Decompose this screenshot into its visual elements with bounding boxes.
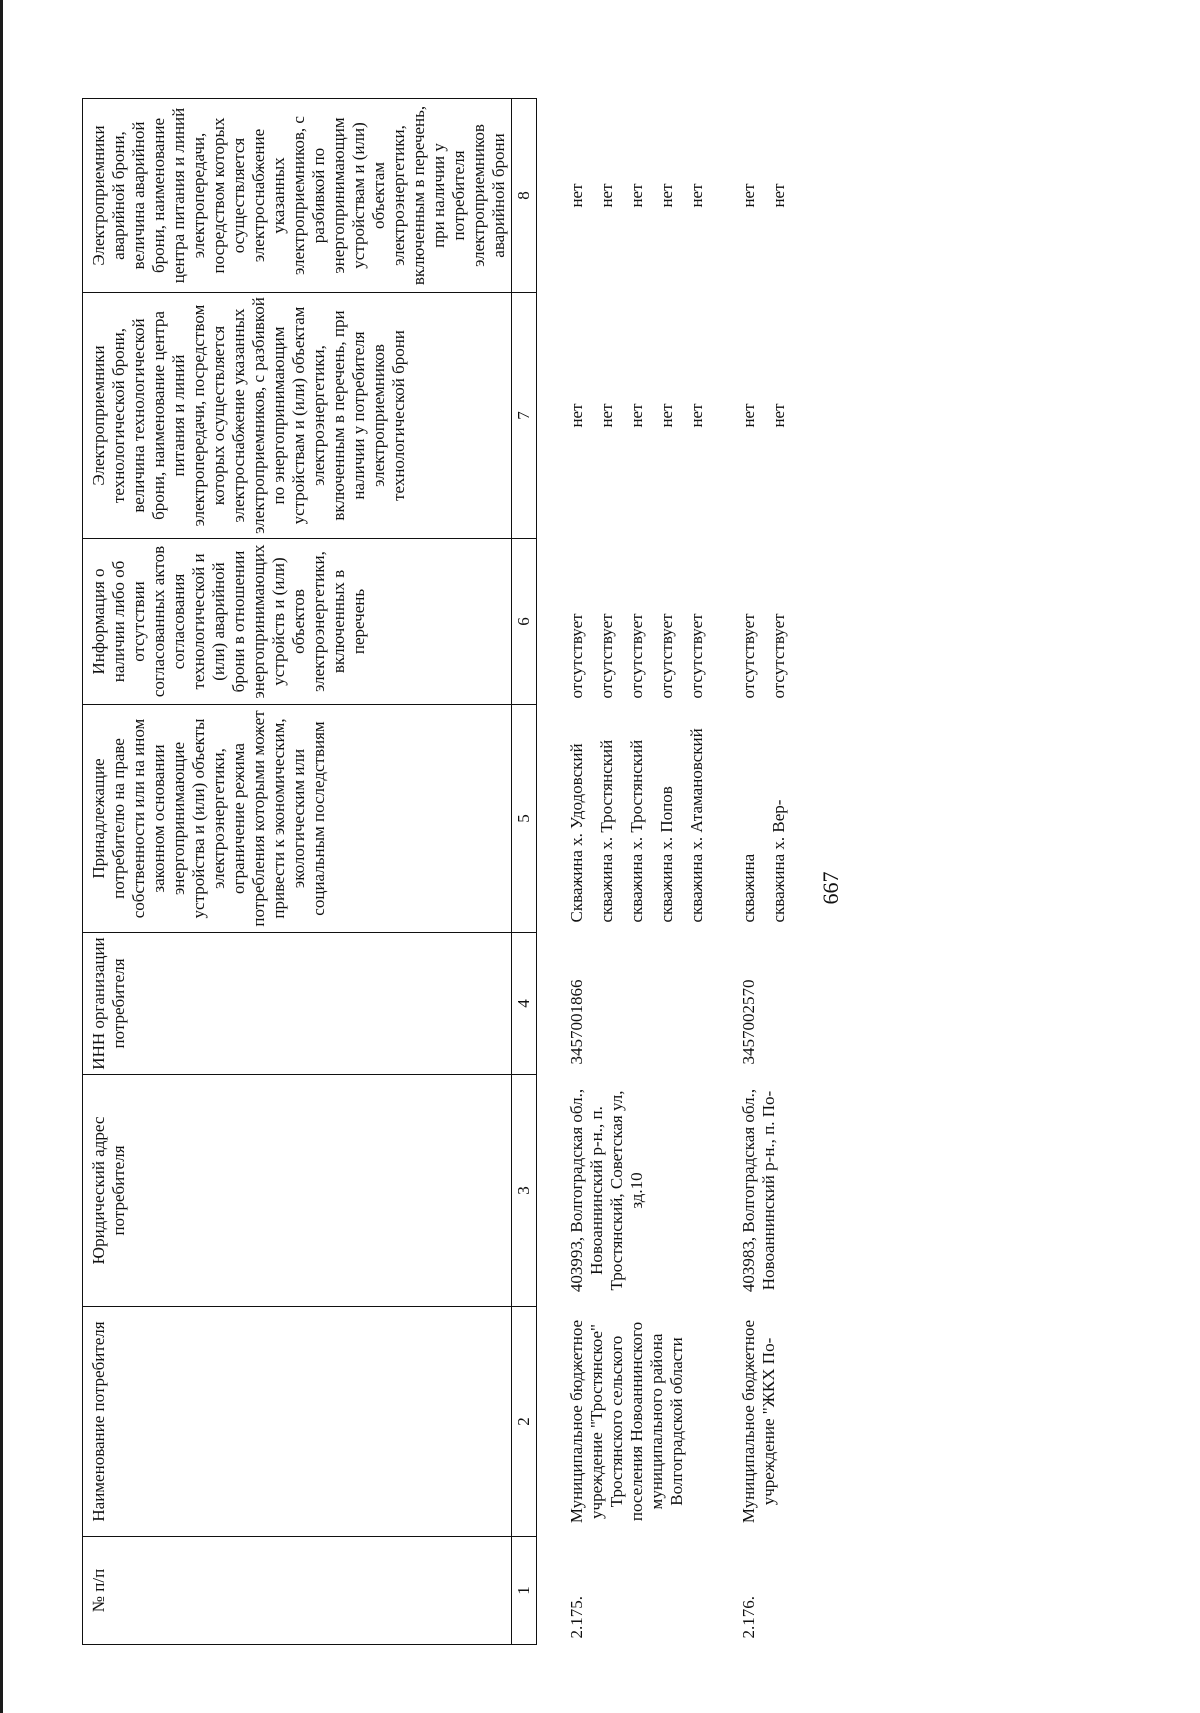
- emergency-reserve: нет: [627, 183, 646, 208]
- column-number: 2: [512, 1307, 537, 1537]
- emergency-reserve: нет: [597, 183, 616, 208]
- header-emergency-reserve: Электроприемники аварийной брони, величина аварийной брони, наименование центра питания и линий электропередачи, посредством которых осуществляется электроснабжение указанных электроприемников, с разбивкой по энергопринимающим устройствам и (или) объектам электроэнергетики, включенным в перечень, при наличии у потребителя электроприемников аварийной брони: [83, 99, 512, 293]
- device-object: скважина: [739, 853, 758, 923]
- tech-reserve: нет: [597, 403, 616, 428]
- acts-info: отсутствует: [769, 613, 788, 699]
- header-number: № п/п: [83, 1537, 512, 1645]
- device-object: скважина х. Атамановский: [687, 728, 706, 923]
- inn-value: 3457002570: [739, 979, 758, 1065]
- tech-reserve: нет: [769, 403, 788, 428]
- column-number: 6: [512, 539, 537, 705]
- header-tech-reserve: Электроприемники технологической брони, величина технологической брони, наименование центра питания и линий электропередачи, посредством которых осуществляется электроснабжение указанных электроприемников, с разбивкой по энергопринимающим устройствам и (или) объектам электроэнергетики, включенным в перечень, при наличии у потребителя электроприемников технологической брони: [83, 293, 512, 539]
- table-row: [731, 99, 761, 1645]
- header-legal-address: Юридический адрес потребителя: [83, 1075, 512, 1307]
- tech-reserve: нет: [567, 403, 586, 428]
- legal-address: 403993, Волгоградская обл., Новоаннинский р-н., п. Тростянский, Советская ул, зд.10: [567, 1088, 646, 1293]
- acts-info: отсутствует: [739, 613, 758, 699]
- consumer-name: Муниципальное бюджетное учреждение "ЖКХ По-: [739, 1319, 778, 1524]
- row-number: 2.176.: [739, 1596, 758, 1639]
- emergency-reserve: нет: [657, 183, 676, 208]
- emergency-reserve: нет: [567, 183, 586, 208]
- consumer-name: Муниципальное бюджетное учреждение "Тростянское" Тростянского сельского поселения Новоаннинского муниципального района Волгоградской области: [567, 1319, 686, 1524]
- emergency-reserve: нет: [687, 183, 706, 208]
- column-number: 8: [512, 99, 537, 293]
- device-object: скважина х. Тростянский: [597, 739, 616, 923]
- consumer-table: [82, 98, 791, 1645]
- device-object: Скважина х. Удодовский: [567, 743, 586, 923]
- column-number: 5: [512, 705, 537, 933]
- device-object: скважина х. Попов: [657, 786, 676, 923]
- column-number: 3: [512, 1075, 537, 1307]
- page-number: 667: [818, 871, 843, 905]
- device-object: скважина х. Вер-: [769, 799, 788, 923]
- acts-info: отсутствует: [687, 613, 706, 699]
- emergency-reserve: нет: [739, 183, 758, 208]
- acts-info: отсутствует: [567, 613, 586, 699]
- rotated-page: [0, 63, 1100, 1713]
- device-object: скважина х. Тростянский: [627, 739, 646, 923]
- column-number: 7: [512, 293, 537, 539]
- header-consumer-name: Наименование потребителя: [83, 1307, 512, 1537]
- header-inn: ИНН организации потребителя: [83, 933, 512, 1075]
- tech-reserve: нет: [627, 403, 646, 428]
- emergency-reserve: нет: [769, 183, 788, 208]
- column-number: 4: [512, 933, 537, 1075]
- row-number: 2.175.: [567, 1596, 586, 1639]
- tech-reserve: нет: [687, 403, 706, 428]
- tech-reserve: нет: [657, 403, 676, 428]
- inn-value: 3457001866: [567, 979, 586, 1065]
- tech-reserve: нет: [739, 403, 758, 428]
- column-number-row: [512, 99, 537, 1645]
- header-acts-info: Информация о наличии либо об отсутствии согласованных актов согласования технологической и (или) аварийной брони в отношении энергопринимающих устройств и (или) объектов электроэнергетики, включенных в перечень: [83, 539, 512, 705]
- column-number: 1: [512, 1537, 537, 1645]
- table-row: [559, 99, 589, 1645]
- legal-address: 403983, Волгоградская обл., Новоаннинский р-н., п. По-: [739, 1088, 778, 1293]
- acts-info: отсутствует: [657, 613, 676, 699]
- acts-info: отсутствует: [627, 613, 646, 699]
- acts-info: отсутствует: [597, 613, 616, 699]
- header-row: [83, 99, 512, 1645]
- header-devices: Принадлежащие потребителю на праве собственности или на ином законном основании энергопринимающие устройства и (или) объекты электроэнергетики, ограничение режима потребления которыми может привести к экономическим, экологическим или социальным последствиям: [83, 705, 512, 933]
